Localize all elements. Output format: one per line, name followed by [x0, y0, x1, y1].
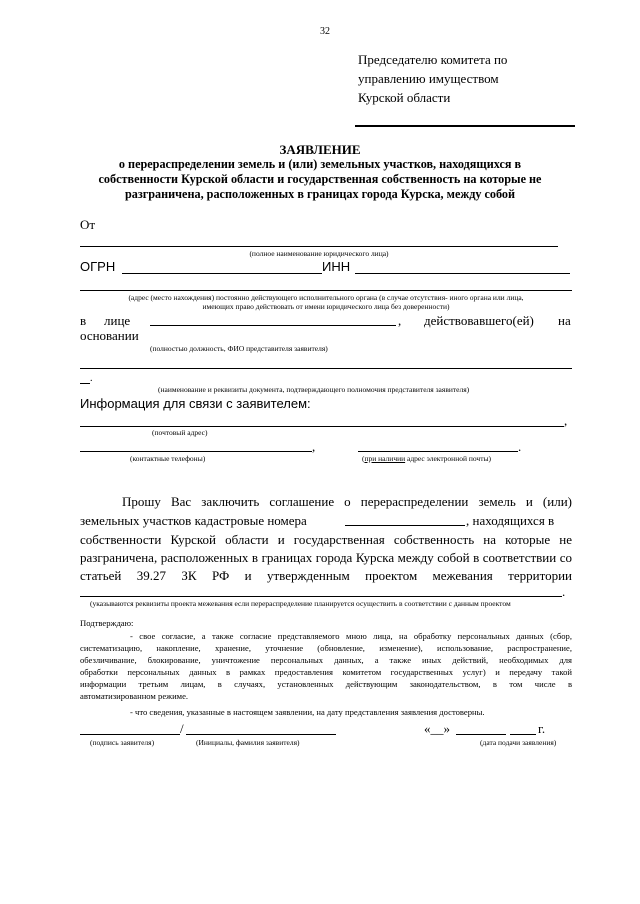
signature-field[interactable]: [80, 734, 180, 735]
addressee-line-1: Председателю комитета по: [358, 52, 508, 67]
request-line-1: Прошу Вас заключить соглашение о перераспределении земель и (или): [122, 494, 572, 509]
inn-field[interactable]: [355, 273, 570, 274]
title-line-2: собственности Курской области и государственная собственность на которые не: [98, 172, 542, 186]
project-dot: .: [562, 584, 566, 599]
consent-heading: Подтверждаю:: [80, 618, 134, 628]
signature-slash: /: [180, 721, 184, 736]
request-cadastral-label: земельных участков кадастровые номера: [80, 513, 307, 528]
person-word-v: в: [80, 313, 87, 328]
consent-line-4: обработки персональных данных в рамках предоставления комитетом государственных услуг) и передачу такой: [80, 667, 572, 677]
basis-document-field[interactable]: [80, 368, 572, 369]
postal-address-field[interactable]: [80, 426, 564, 427]
address-hint-line-1: (адрес (место нахождения) постоянно действующего исполнительного органа (в случае отсутствия- иного органа или лица,: [128, 293, 524, 302]
postal-hint: (почтовый адрес): [152, 428, 208, 437]
contacts-heading: Информация для связи с заявителем:: [80, 396, 311, 411]
title-line-3: разграничена, расположенных в границах города Курска, между собой: [124, 187, 516, 201]
email-hint-rest: адрес электронной почты): [405, 454, 492, 463]
year-mark: г.: [538, 721, 546, 736]
date-day-mark: «__»: [424, 721, 450, 736]
address-hint-line-2: имеющих право действовать от имени юридического лица без доверенности): [202, 302, 450, 311]
date-year-field[interactable]: [510, 734, 536, 735]
email-hint-open: (: [362, 454, 365, 463]
addressee-signature-line[interactable]: [355, 125, 575, 127]
person-word-litse: лице: [104, 313, 131, 328]
postal-comma: ,: [564, 413, 568, 428]
basis-document-continuation[interactable]: [80, 383, 90, 384]
email-dot: .: [518, 439, 522, 454]
signature-hint: (подпись заявителя): [90, 738, 155, 747]
project-details-field[interactable]: [80, 596, 562, 597]
applicant-name-hint: (полное наименование юридического лица): [249, 249, 389, 258]
phone-hint: (контактные телефоны): [130, 454, 206, 463]
request-line-2-end: , находящихся в: [466, 513, 555, 528]
title-heading: ЗАЯВЛЕНИЕ: [279, 142, 361, 157]
request-line-5: статьей 39.27 ЗК РФ и утвержденным проектом межевания территории: [80, 568, 572, 583]
phone-field[interactable]: [80, 451, 312, 452]
from-label: От: [80, 217, 96, 232]
ogrn-label: ОГРН: [80, 259, 116, 274]
addressee-line-3: Курской области: [358, 90, 451, 105]
acting-label: действовавшего(ей): [424, 313, 534, 328]
applicant-address-field[interactable]: [80, 290, 572, 291]
basis-label: основании: [80, 328, 139, 343]
title-line-1: о перераспределении земель и (или) земельных участков, находящихся в: [118, 157, 522, 171]
consent-line-7: - что сведения, указанные в настоящем заявлении, на дату представления заявления достоверны.: [130, 707, 485, 717]
inn-label: ИНН: [322, 259, 351, 274]
consent-line-3: обезличивание, блокирование, уничтожение персональных данных, а также иных действий, необходимых для: [80, 655, 572, 665]
ogrn-field[interactable]: [122, 273, 322, 274]
person-comma: ,: [398, 313, 402, 328]
basis-dot: .: [90, 373, 93, 384]
initials-field[interactable]: [186, 734, 336, 735]
request-line-3: собственности Курской области и государственная собственность на которые не: [80, 532, 572, 547]
date-hint: (дата подачи заявления): [480, 738, 557, 747]
page-number: 32: [320, 26, 330, 37]
representative-field[interactable]: [150, 325, 396, 326]
applicant-name-field[interactable]: [80, 246, 558, 247]
project-hint: (указываются реквизиты проекта межевания если перераспределение планируется осуществить в соответствии с данным проектом: [90, 599, 511, 608]
consent-line-2: систематизацию, накопление, хранение, уточнение (обновление, изменение), использование, распространение,: [80, 643, 572, 653]
document-hint: (наименование и реквизиты документа, подтверждающего полномочия представителя заявителя): [158, 385, 470, 394]
addressee-line-2: управлению имуществом: [358, 71, 499, 86]
request-line-2-start: [80, 512, 307, 530]
consent-line-5: информации третьим лицам, в случаях, установленных действующим законодательством, в том числе в: [80, 679, 572, 689]
phone-comma: ,: [312, 439, 316, 454]
date-month-field[interactable]: [456, 734, 506, 735]
na-label: на: [558, 313, 571, 328]
consent-line-1: - свое согласие, а также согласие представляемого мною лица, на обработку персональных данных (сбор,: [130, 631, 572, 641]
cadastral-numbers-field[interactable]: [345, 525, 465, 526]
email-hint: [362, 454, 491, 463]
email-hint-underlined: при наличии: [364, 454, 406, 463]
initials-hint: (Инициалы, фамилия заявителя): [196, 738, 300, 747]
consent-line-6: автоматизированном режиме.: [80, 691, 189, 701]
email-field[interactable]: [358, 451, 518, 452]
position-hint: (полностью должность, ФИО представителя заявителя): [150, 344, 328, 353]
request-line-4: разграничена, расположенных в границах города Курска между собой в соответствии со: [80, 550, 572, 565]
